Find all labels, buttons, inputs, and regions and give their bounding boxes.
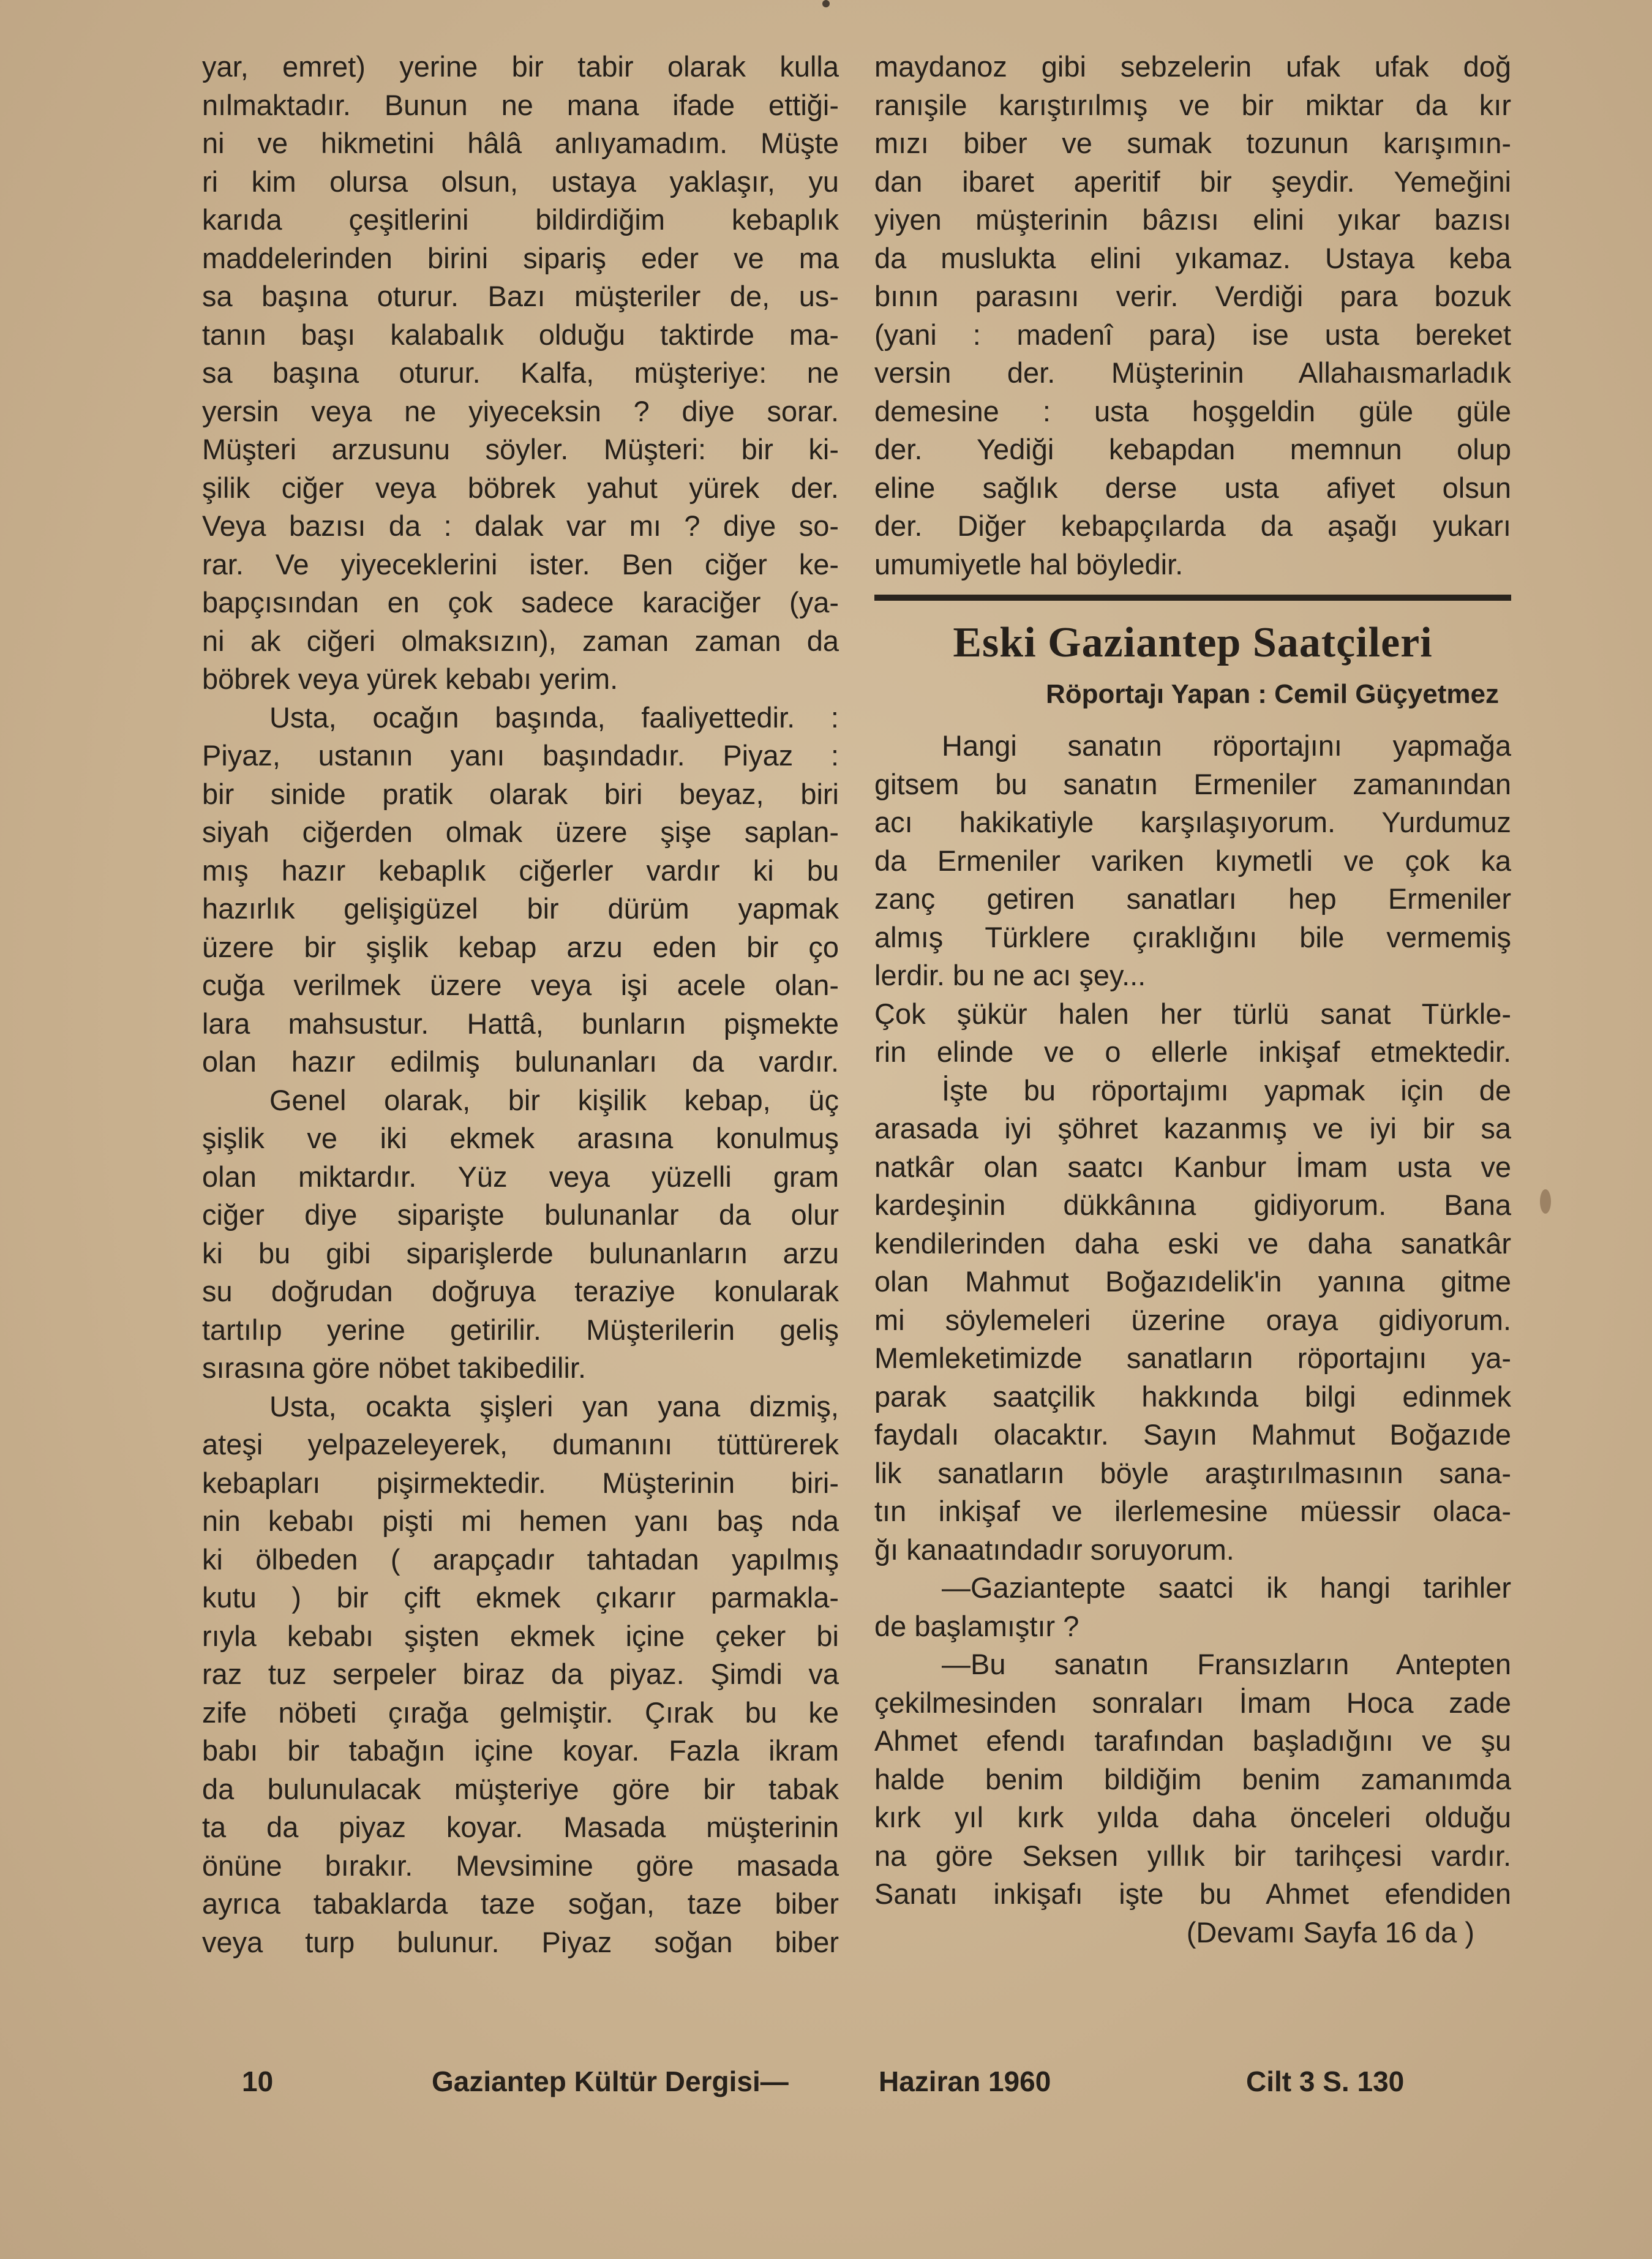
page-number: 10	[242, 2065, 274, 2097]
text-line: umumiyetle hal böyledir.	[874, 547, 1184, 581]
text-line: hazırlık gelişigüzel bir dürüm yapmak	[202, 892, 839, 925]
text-line: lara mahsustur. Hattâ, bunların pişmekte	[202, 1007, 839, 1040]
text-line: der. Diğer kebapçılarda da aşağı yukarı	[874, 509, 1511, 542]
text-line: Memleketimizde sanatların röportajını ya-	[874, 1342, 1511, 1374]
text-line: karıda çeşitlerini bildirdiğim kebaplık	[202, 203, 839, 236]
text-line: kebapları pişirmektedir. Müşterinin biri-	[202, 1466, 839, 1499]
text-line: ki bu gibi siparişlerde bulunanların arzu	[202, 1236, 839, 1269]
text-line: İşte bu röportajımı yapmak için de	[942, 1073, 1511, 1107]
text-line: zife nöbeti çırağa gelmiştir. Çırak bu ke	[202, 1696, 839, 1729]
text-line: dan ibaret aperitif bir şeydir. Yemeğini	[874, 165, 1511, 198]
continued-note: (Devamı Sayfa 16 da )	[1186, 1915, 1474, 1949]
text-line: tanın başı kalabalık olduğu taktirde ma-	[202, 318, 839, 351]
text-line: kırk yıl kırk yılda daha önceleri olduğu	[874, 1801, 1511, 1833]
text-line: sa başına oturur. Bazı müşteriler de, us-	[202, 280, 839, 312]
text-line: kutu ) bir çift ekmek çıkarır parmakla-	[202, 1581, 839, 1614]
text-line: bının parasını verir. Verdiği para bozuk	[874, 280, 1511, 312]
text-line: olan Mahmut Boğazıdelik'in yanına gitme	[874, 1265, 1511, 1298]
text-line: eline sağlık derse usta afiyet olsun	[874, 471, 1511, 504]
text-line: (yani : madenî para) ise usta bereket	[874, 318, 1511, 351]
text-line: faydalı olacaktır. Sayın Mahmut Boğazıde	[874, 1418, 1511, 1451]
text-line: ki ölbeden ( arapçadır tahtadan yapılmış	[202, 1543, 839, 1576]
text-line: lik sanatların böyle araştırılmasının sana-	[874, 1456, 1511, 1489]
text-line: bir sinide pratik olarak biri beyaz, biri	[202, 777, 839, 810]
text-line: gitsem bu sanatın Ermeniler zamanından	[874, 767, 1511, 800]
text-line: siyah ciğerden olmak üzere şişe saplan-	[202, 816, 839, 848]
text-line: kendilerinden daha eski ve daha sanatkâr	[874, 1227, 1511, 1260]
text-line: şilik ciğer veya böbrek yahut yürek der.	[202, 471, 839, 504]
text-line: acı hakikatiyle karşılaşıyorum. Yurdumuz	[874, 806, 1511, 838]
text-line: ciğer diye siparişte bulunanlar da olur	[202, 1198, 839, 1231]
text-line: veya turp bulunur. Piyaz soğan biber	[202, 1925, 839, 1958]
text-line: —Bu sanatın Fransızların Antepten	[942, 1648, 1511, 1680]
text-line: kardeşinin dükkânına gidiyorum. Bana	[874, 1189, 1511, 1221]
text-line: mış hazır kebaplık ciğerler vardır ki bu	[202, 854, 839, 887]
section-divider	[874, 595, 1511, 601]
text-line: mi söylemeleri üzerine oraya gidiyorum.	[874, 1303, 1511, 1336]
article-byline: Röportajı Yapan : Cemil Güçyetmez	[1045, 679, 1499, 709]
text-line: der. Yediği kebapdan memnun olup	[874, 433, 1511, 465]
text-line: de başlamıştır ?	[874, 1609, 1079, 1642]
text-line: da Ermeniler variken kıymetli ve çok ka	[874, 844, 1511, 877]
text-line: olan miktardır. Yüz veya yüzelli gram	[202, 1160, 839, 1193]
text-line: mızı biber ve sumak tozunun karışımın-	[874, 127, 1511, 159]
magazine-name: Gaziantep Kültür Dergisi—	[432, 2065, 789, 2097]
text-line: almış Türklere çıraklığını bile vermemiş	[874, 920, 1511, 953]
text-line: halde benim bildiğim benim zamanımda	[874, 1762, 1511, 1795]
text-line: ta da piyaz koyar. Masada müşterinin	[202, 1811, 839, 1843]
text-line: bapçısından en çok sadece karaciğer (ya-	[202, 586, 839, 618]
text-line: arasada iyi şöhret kazanmış ve iyi bir sa	[874, 1112, 1511, 1145]
text-line: yiyen müşterinin bâzısı elini yıkar bazısı	[874, 203, 1511, 236]
text-line: da muslukta elini yıkamaz. Ustaya keba	[874, 241, 1511, 274]
text-line: ayrıca tabaklarda taze soğan, taze biber	[202, 1887, 839, 1920]
text-line: Müşteri arzusunu söyler. Müşteri: bir ki-	[202, 433, 839, 465]
text-line: —Gaziantepte saatci ik hangi tarihler	[942, 1571, 1511, 1604]
left-column	[202, 48, 839, 1961]
text-line: da bulunulacak müşteriye göre bir tabak	[202, 1772, 839, 1805]
page-footer	[242, 2065, 1436, 2108]
text-line: maddelerinden birini sipariş eder ve ma	[202, 241, 839, 274]
text-line: Usta, ocakta şişleri yan yana dizmiş,	[269, 1389, 839, 1423]
issue-date: Haziran 1960	[879, 2065, 1051, 2097]
text-line: maydanoz gibi sebzelerin ufak ufak doğ	[874, 50, 1511, 83]
text-line: tın inkişaf ve ilerlemesine müessir olaca-	[874, 1495, 1511, 1527]
text-line: böbrek veya yürek kebabı yerim.	[202, 663, 618, 695]
text-line: Hangi sanatın röportajını yapmağa	[942, 729, 1511, 762]
article-title: Eski Gaziantep Saatçileri	[953, 619, 1433, 666]
right-column	[874, 48, 1511, 1952]
text-line: Genel olarak, bir kişilik kebap, üç	[269, 1083, 839, 1116]
text-line: olan hazır edilmiş bulunanları da vardır.	[202, 1045, 839, 1078]
text-line: Usta, ocağın başında, faaliyettedir. :	[269, 701, 839, 734]
text-line: Sanatı inkişafı işte bu Ahmet efendiden	[874, 1877, 1511, 1910]
text-line: Ahmet efendı tarafından başladığını ve şu	[874, 1724, 1511, 1757]
text-line: lerdir. bu ne acı şey...	[874, 959, 1146, 991]
text-line: cuğa verilmek üzere veya işi acele olan-	[202, 969, 839, 1001]
paper-stain	[1540, 1189, 1551, 1214]
text-line: sa başına oturur. Kalfa, müşteriye: ne	[202, 356, 839, 389]
text-line: rin elinde ve o ellerle inkişaf etmektedir.	[874, 1036, 1511, 1068]
text-line: raz tuz serpeler biraz da piyaz. Şimdi va	[202, 1658, 839, 1690]
text-line: na göre Seksen yıllık bir tarihçesi vardır.	[874, 1839, 1511, 1872]
text-line: parak saatçilik hakkında bilgi edinmek	[874, 1380, 1511, 1413]
text-line: zanç getiren sanatları hep Ermeniler	[874, 882, 1511, 915]
text-line: ni ve hikmetini hâlâ anlıyamadım. Müşte	[202, 127, 839, 159]
text-line: üzere bir şişlik kebap arzu eden bir ço	[202, 930, 839, 963]
text-line: ni ak ciğeri olmaksızın), zaman zaman da	[202, 624, 839, 657]
text-line: nin kebabı pişti mi hemen yanı baş nda	[202, 1505, 839, 1537]
text-line: Çok şükür halen her türlü sanat Türkle-	[874, 997, 1511, 1030]
text-line: babı bir tabağın içine koyar. Fazla ikram	[202, 1734, 839, 1767]
text-line: nılmaktadır. Bunun ne mana ifade ettiği-	[202, 88, 839, 121]
text-line: ri kim olursa olsun, ustaya yaklaşır, yu	[202, 165, 839, 198]
text-line: rar. Ve yiyeceklerini ister. Ben ciğer ke-	[202, 547, 839, 581]
text-line: natkâr olan saatcı Kanbur İmam usta ve	[874, 1150, 1511, 1183]
text-line: demesine : usta hoşgeldin güle güle	[874, 394, 1511, 427]
text-line: su doğrudan doğruya teraziye konularak	[202, 1275, 839, 1307]
volume-issue: Cilt 3 S. 130	[1246, 2065, 1405, 2097]
text-line: Piyaz, ustanın yanı başındadır. Piyaz :	[202, 739, 839, 772]
text-line: yar, emret) yerine bir tabir olarak kulla	[202, 50, 839, 83]
text-line: şişlik ve iki ekmek arasına konulmuş	[202, 1122, 839, 1154]
text-line: rıyla kebabı şişten ekmek içine çeker bi	[202, 1619, 839, 1652]
text-line: sırasına göre nöbet takibedilir.	[202, 1351, 587, 1384]
text-line: ranışile karıştırılmış ve bir miktar da kır	[874, 88, 1511, 121]
text-line: yersin veya ne yiyeceksin ? diye sorar.	[202, 394, 839, 427]
text-line: Veya bazısı da : dalak var mı ? diye so-	[202, 509, 839, 542]
text-line: ateşi yelpazeleyerek, dumanını tüttürerek	[202, 1428, 839, 1460]
ink-dot	[822, 0, 830, 7]
text-line: versin der. Müşterinin Allahaısmarladık	[874, 356, 1511, 389]
text-line: önüne bırakır. Mevsimine göre masada	[202, 1849, 839, 1882]
text-line: çekilmesinden sonraları İmam Hoca zade	[874, 1686, 1511, 1719]
text-line: ğı kanaatındadır soruyorum.	[874, 1533, 1234, 1566]
text-line: tartılıp yerine getirilir. Müşterilerin geliş	[202, 1313, 839, 1346]
